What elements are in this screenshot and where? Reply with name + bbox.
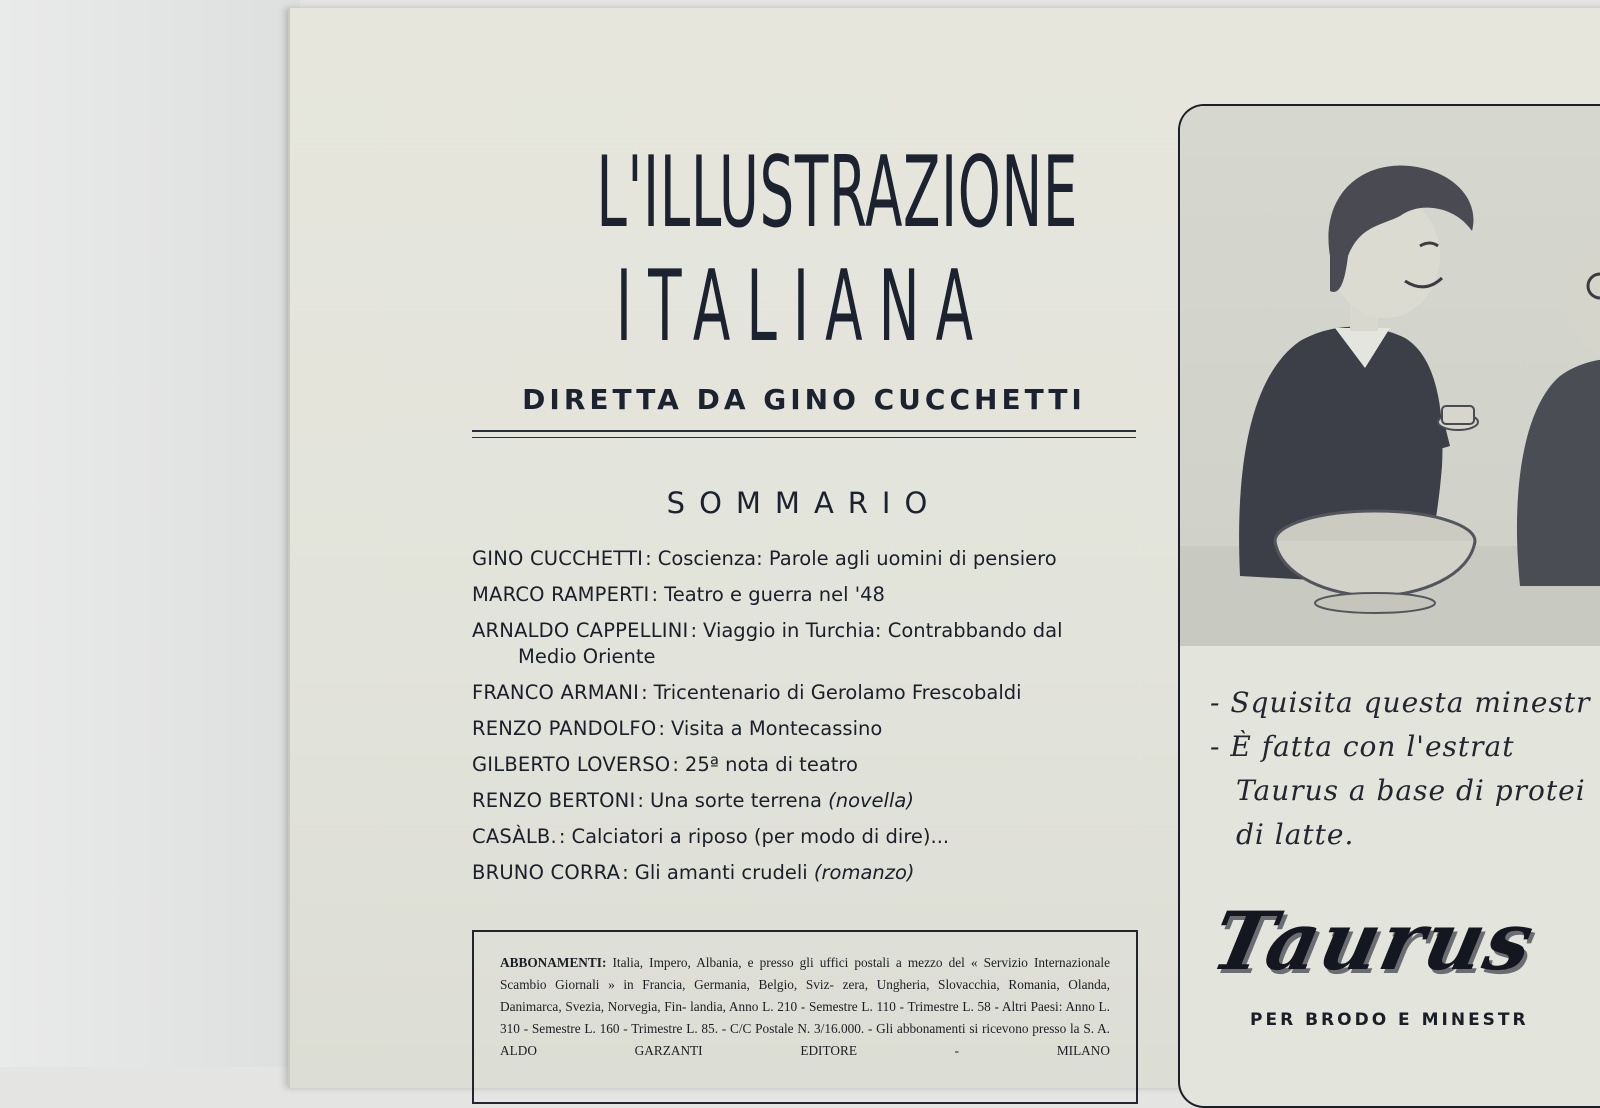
toc-entry: RENZO BERTONI : Una sorte terrena (novella) (472, 789, 914, 812)
ad-copy (1210, 681, 1600, 857)
masthead-rule (472, 430, 1136, 432)
masthead (470, 138, 1135, 362)
ad-copy-line: Taurus a base di protei (1236, 774, 1586, 807)
toc-author: GILBERTO LOVERSO (472, 753, 671, 776)
ad-copy-line: - Squisita questa minestr (1210, 686, 1591, 719)
toc-genre-note: (novella) (828, 789, 914, 812)
desk-background (0, 0, 300, 1067)
ad-illustration (1180, 106, 1600, 646)
toc-author: MARCO RAMPERTI (472, 583, 650, 606)
toc-title: Gli amanti crudeli (634, 861, 808, 884)
toc-entry: RENZO PANDOLFO : Visita a Montecassino (472, 717, 883, 740)
toc-title: Coscienza: Parole agli uomini di pensiero (657, 547, 1057, 570)
toc-title: Viaggio in Turchia: Contrabbando dal (703, 619, 1063, 642)
subscriptions-line: zera, Ungheria, Slovacchia, Romania, Olanda, Danimarca, Svezia, Norvegia, Fin- (500, 977, 1110, 1014)
table-of-contents (472, 546, 1136, 896)
taurus-logo: Taurus (1204, 894, 1544, 988)
subscriptions-label: ABBONAMENTI: (500, 955, 607, 970)
toc-entry: MARCO RAMPERTI : Teatro e guerra nel '48 (472, 583, 885, 606)
masthead-rule-thin (472, 437, 1136, 438)
toc-title: 25ª nota di teatro (684, 753, 858, 776)
toc-genre-note: (romanzo) (813, 861, 915, 884)
ad-copy-line: - È fatta con l'estrat (1210, 730, 1515, 763)
toc-author: RENZO PANDOLFO (472, 717, 657, 740)
toc-entry: CASÀLB. : Calciatori a riposo (per modo di dire)... (472, 825, 950, 848)
toc-title: Calciatori a riposo (per modo di dire)... (571, 825, 950, 848)
subscriptions-box (472, 930, 1138, 1104)
subscriptions-text (500, 952, 1110, 1062)
magazine-title-line1: L'ILLUSTRAZIONE (596, 136, 1079, 250)
ad-copy-line: di latte. (1236, 818, 1355, 851)
toc-author: FRANCO ARMANI (472, 681, 640, 704)
subscriptions-line: landia, Anno L. 210 - Semestre L. 110 - Trimestre L. 58 - Altri Paesi: Anno L. 310 (500, 999, 1111, 1036)
toc-author: GINO CUCCHETTI (472, 547, 644, 570)
toc-entry: ARNALDO CAPPELLINI : Viaggio in Turchia: Contrabbando dal Medio Oriente (472, 618, 1136, 670)
magazine-title-line2: ITALIANA (615, 250, 990, 364)
contents-heading: SOMMARIO (666, 486, 942, 520)
toc-author: ARNALDO CAPPELLINI (472, 619, 689, 642)
toc-author: BRUNO CORRA (472, 861, 621, 884)
toc-title: Tricentenario di Gerolamo Frescobaldi (653, 681, 1022, 704)
toc-author: CASÀLB. (472, 825, 557, 848)
toc-title: Una sorte terrena (649, 789, 822, 812)
toc-author: RENZO BERTONI (472, 789, 636, 812)
director-line: DIRETTA DA GINO CUCCHETTI (522, 383, 1086, 416)
subscriptions-line: « Servizio Internazionale Scambio Giornali » in Francia, Germania, Belgio, Sviz- (500, 955, 1111, 992)
subscriptions-line: si ricevono presso la S. A. ALDO GARZANTI EDITORE - MILANO (500, 1021, 1111, 1058)
taurus-tagline: PER BRODO E MINESTR (1250, 1010, 1529, 1030)
toc-title-continuation: Medio Oriente (518, 645, 656, 668)
toc-entry: FRANCO ARMANI : Tricentenario di Gerolamo Frescobaldi (472, 681, 1022, 704)
toc-title: Teatro e guerra nel '48 (664, 583, 885, 606)
toc-entry: GILBERTO LOVERSO : 25ª nota di teatro (472, 753, 858, 776)
toc-title: Visita a Montecassino (670, 717, 883, 740)
subscriptions-line: - Semestre L. 160 - Trimestre L. 85. - C/C Postale N. 3/16.000. - Gli abbonamenti (523, 1021, 966, 1036)
toc-entry: GINO CUCCHETTI : Coscienza: Parole agli uomini di pensiero (472, 547, 1057, 570)
taurus-advertisement (1178, 104, 1600, 1108)
subscriptions-line: Italia, Impero, Albania, e presso gli uffici postali a mezzo del (612, 955, 965, 970)
woman-serving-soup-illustration (1180, 106, 1600, 646)
toc-entry: BRUNO CORRA : Gli amanti crudeli (romanzo) (472, 861, 915, 884)
